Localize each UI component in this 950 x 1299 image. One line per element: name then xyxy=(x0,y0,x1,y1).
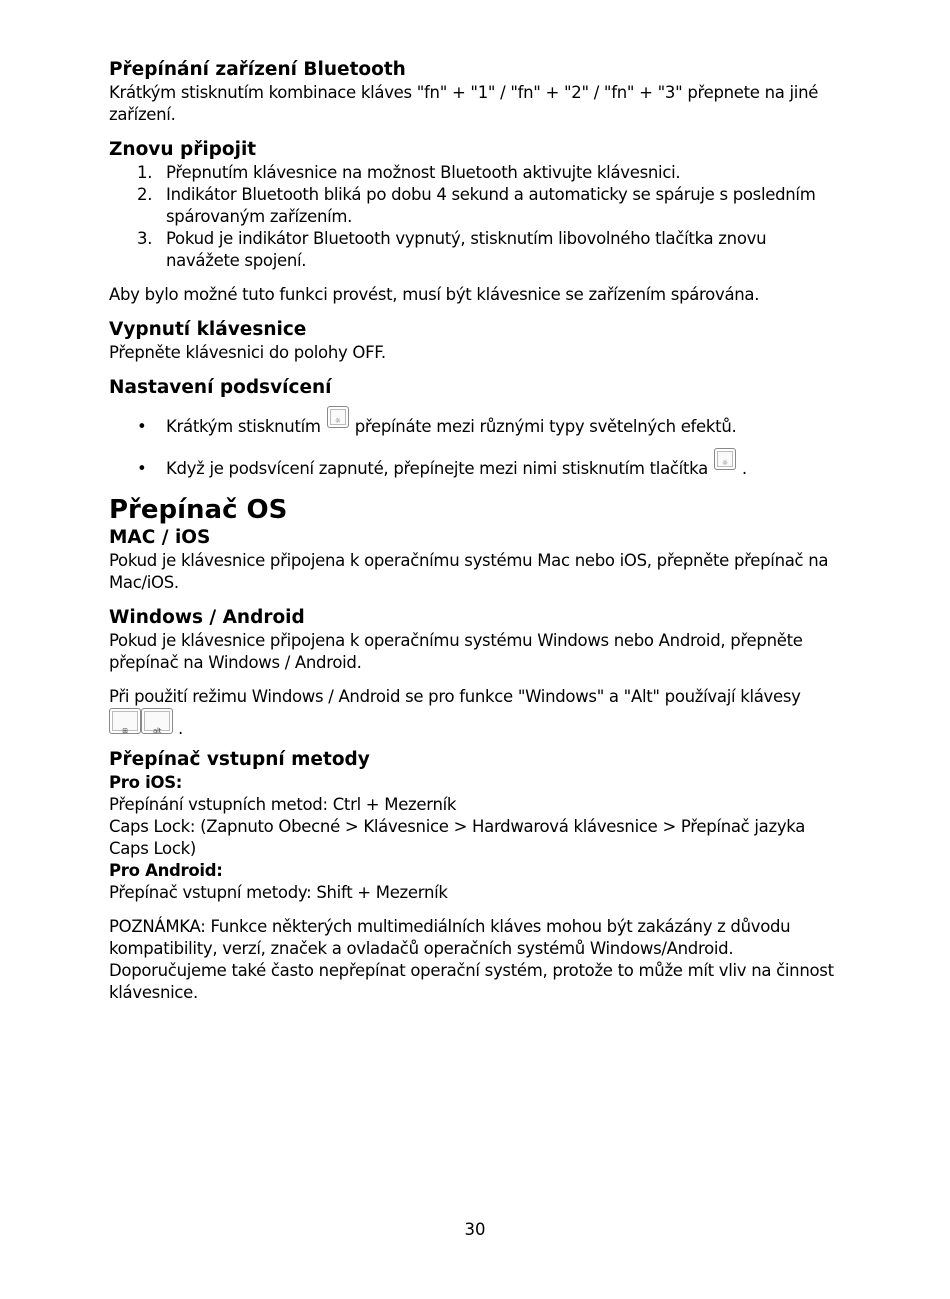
note-line-4: klávesnice. xyxy=(109,983,198,1002)
step-text: Indikátor Bluetooth bliká po dobu 4 sekund a automaticky se spáruje s posledním spárovaným zařízením. xyxy=(166,185,816,226)
note-line-1: POZNÁMKA: Funkce některých multimediálních kláves mohou být zakázány z důvodu xyxy=(109,917,791,936)
windows-key-icon: ⊞ xyxy=(109,708,141,734)
power-off-text: Přepněte klávesnici do polohy OFF. xyxy=(109,343,386,362)
android-label: Pro Android: xyxy=(109,861,223,880)
mac-text-2: Mac/iOS. xyxy=(109,573,179,592)
backlight-item-text: Krátkým stisknutím xyxy=(166,417,321,436)
step-number: 2. xyxy=(137,185,153,204)
reconnect-steps xyxy=(109,162,849,272)
list-item xyxy=(109,448,849,480)
step-number: 1. xyxy=(137,163,153,182)
note-line-2: kompatibility, verzí, značek a ovladačů operačních systémů Windows/Android. xyxy=(109,939,734,958)
page-number: 30 xyxy=(464,1220,486,1239)
windows-keys-end: . xyxy=(177,719,183,738)
reconnect-note: Aby bylo možné tuto funkci provést, musí být klávesnice se zařízením spárována. xyxy=(109,285,760,304)
bullet: • xyxy=(137,459,147,478)
step-text: Pokud je indikátor Bluetooth vypnutý, stisknutím libovolného tlačítka znovu navážete spojení. xyxy=(166,229,767,270)
list-item xyxy=(109,184,849,228)
list-item xyxy=(109,406,849,438)
list-item xyxy=(109,228,849,272)
page-content xyxy=(109,58,849,1004)
step-number: 3. xyxy=(137,229,153,248)
step-text: Přepnutím klávesnice na možnost Bluetooth aktivujte klávesnici. xyxy=(166,163,681,182)
bt-switch-text: Krátkým stisknutím kombinace kláves "fn" + "1" / "fn" + "2" / "fn" + "3" přepnete na jiné xyxy=(109,83,819,102)
windows-text: Pokud je klávesnice připojena k operačnímu systému Windows nebo Android, přepněte xyxy=(109,631,803,650)
light-key-icon: ☼ xyxy=(714,448,736,470)
backlight-item-text-end: . xyxy=(741,459,747,478)
backlight-heading: Nastavení podsvícení xyxy=(109,377,332,398)
mac-heading: MAC / iOS xyxy=(109,527,211,548)
ios-line-2: Caps Lock: (Zapnuto Obecné > Klávesnice > Hardwarová klávesnice > Přepínač jazyka xyxy=(109,817,806,836)
note-line-3: Doporučujeme také často nepřepínat operační systém, protože to může mít vliv na činnost xyxy=(109,961,834,980)
power-off-heading: Vypnutí klávesnice xyxy=(109,319,307,340)
ios-label: Pro iOS: xyxy=(109,773,183,792)
windows-heading: Windows / Android xyxy=(109,607,305,628)
windows-keys-text: Při použití režimu Windows / Android se pro funkce "Windows" a "Alt" používají klávesy xyxy=(109,687,801,706)
os-switch-title: Přepínač OS xyxy=(109,495,288,525)
mac-text: Pokud je klávesnice připojena k operačnímu systému Mac nebo iOS, přepněte přepínač na xyxy=(109,551,829,570)
alt-key-icon: alt xyxy=(141,708,173,734)
input-method-heading: Přepínač vstupní metody xyxy=(109,749,370,770)
ios-line-3: Caps Lock) xyxy=(109,839,197,858)
windows-text-2: přepínač na Windows / Android. xyxy=(109,653,362,672)
bt-switch-heading: Přepínání zařízení Bluetooth xyxy=(109,59,406,80)
bt-switch-text-2: zařízení. xyxy=(109,105,176,124)
backlight-list xyxy=(109,406,849,480)
reconnect-heading: Znovu připojit xyxy=(109,139,257,160)
ios-line-1: Přepínání vstupních metod: Ctrl + Mezerník xyxy=(109,795,457,814)
light-key-icon: ☼ xyxy=(327,406,349,428)
windows-keys-row xyxy=(109,708,849,738)
bullet: • xyxy=(137,417,147,436)
list-item xyxy=(109,162,849,184)
android-line-1: Přepínač vstupní metody: Shift + Mezerník xyxy=(109,883,448,902)
backlight-item-text-end: přepínáte mezi různými typy světelných efektů. xyxy=(354,417,737,436)
backlight-item-text: Když je podsvícení zapnuté, přepínejte mezi nimi stisknutím tlačítka xyxy=(166,459,708,478)
